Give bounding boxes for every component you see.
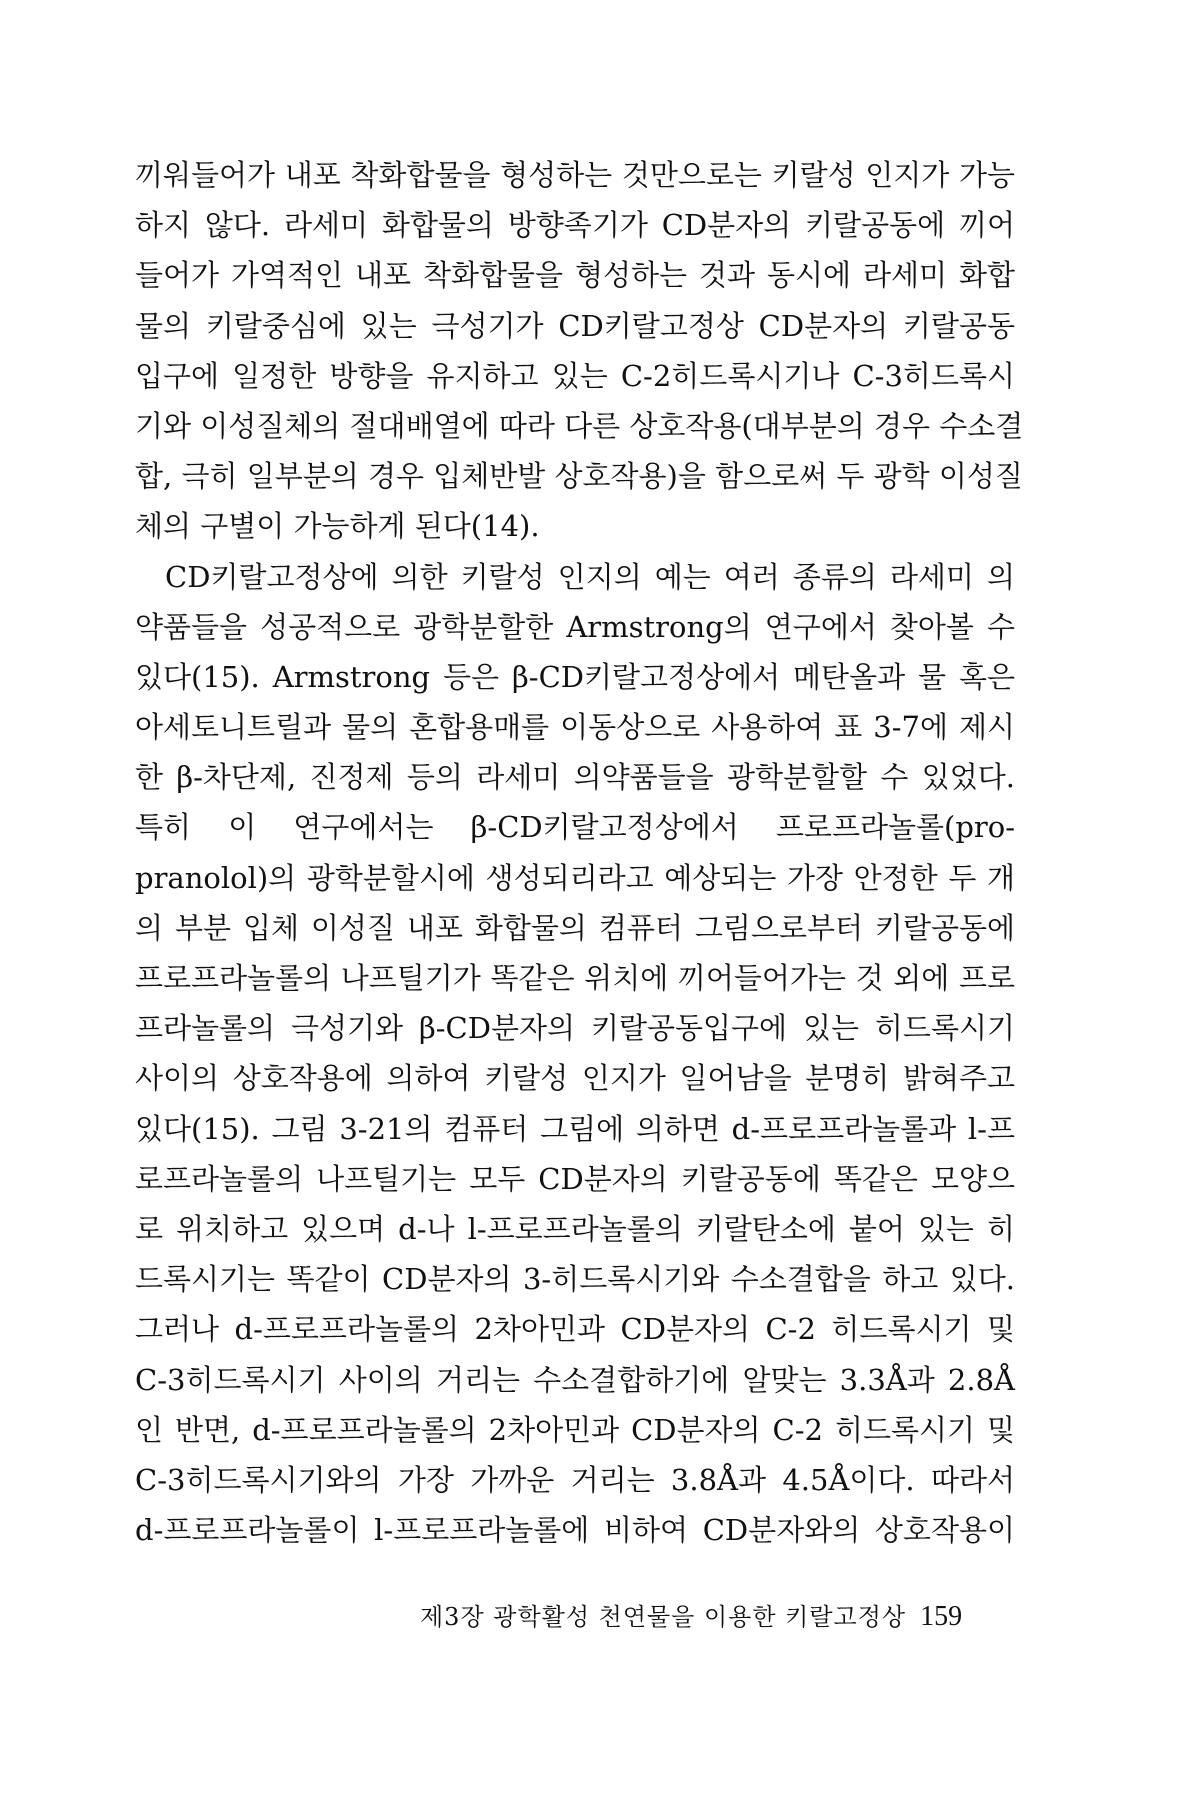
text-line: 한 β-차단제, 진정제 등의 라세미 의약품들을 광학분할할 수 있었다. [135,760,1015,795]
text-line: C-3히드록시기와의 가장 가까운 거리는 3.8Å과 4.5Å이다. 따라서 [135,1462,1015,1497]
text-line: 의 부분 입체 이성질 내포 화합물의 컴퓨터 그림으로부터 키랄공동에 [135,910,1015,945]
text-line: pranolol)의 광학분할시에 생성되리라고 예상되는 가장 안정한 두 개 [135,860,1015,895]
text-line: 있다(15). Armstrong 등은 β-CD키랄고정상에서 메탄올과 물 혹은 [135,659,1015,694]
text-line: 체의 구별이 가능하게 된다(14). [135,509,540,544]
text-line: 입구에 일정한 방향을 유지하고 있는 C-2히드록시기나 C-3히드록시 [135,358,1015,393]
text-line: 있다(15). 그림 3-21의 컴퓨터 그림에 의하면 d-프로프라놀롤과 l-프 [135,1111,1015,1146]
text-line: 프라놀롤의 극성기와 β-CD분자의 키랄공동입구에 있는 히드록시기 [135,1011,1015,1046]
running-footer-chapter-title: 제3장 광학활성 천연물을 이용한 키랄고정상 [420,1603,907,1631]
text-line: 합, 극히 일부분의 경우 입체반발 상호작용)을 함으로써 두 광학 이성질 [135,459,1023,494]
text-line: 그러나 d-프로프라놀롤의 2차아민과 CD분자의 C-2 히드록시기 및 [135,1312,1015,1347]
text-line: 기와 이성질체의 절대배열에 따라 다른 상호작용(대부분의 경우 수소결 [135,408,1024,443]
text-line: d-프로프라놀롤이 l-프로프라놀롤에 비하여 CD분자와의 상호작용이 [135,1513,1015,1548]
text-line: 사이의 상호작용에 의하여 키랄성 인지가 일어남을 분명히 밝혀주고 [135,1061,1015,1096]
text-line: 로프라놀롤의 나프틸기는 모두 CD분자의 키랄공동에 똑같은 모양으 [135,1161,1015,1196]
text-line: 아세토니트릴과 물의 혼합용매를 이동상으로 사용하여 표 3-7에 제시 [135,710,1015,745]
text-line: C-3히드록시기 사이의 거리는 수소결합하기에 알맞는 3.3Å과 2.8Å [135,1362,1015,1397]
text-line: 로 위치하고 있으며 d-나 l-프로프라놀롤의 키랄탄소에 붙어 있는 히 [135,1211,1015,1246]
text-line: 물의 키랄중심에 있는 극성기가 CD키랄고정상 CD분자의 키랄공동 [135,308,1015,343]
text-line: 끼워들어가 내포 착화합물을 형성하는 것만으로는 키랄성 인지가 가능 [135,158,1015,192]
text-line: 특히 이 연구에서는 β-CD키랄고정상에서 프로프라놀롤(pro- [135,810,1015,845]
page-number: 159 [920,1601,963,1632]
text-line: 프로프라놀롤의 나프틸기가 똑같은 위치에 끼어들어가는 것 외에 프로 [135,961,1015,995]
text-line: CD키랄고정상에 의한 키랄성 인지의 예는 여러 종류의 라세미 의 [165,559,1015,594]
text-line: 약품들을 성공적으로 광학분할한 Armstrong의 연구에서 찾아볼 수 [135,609,1015,644]
text-line: 하지 않다. 라세미 화합물의 방향족기가 CD분자의 키랄공동에 끼어 [135,208,1015,243]
text-line: 인 반면, d-프로프라놀롤의 2차아민과 CD분자의 C-2 히드록시기 및 [135,1412,1015,1447]
page-footer [420,1597,1020,1633]
text-line: 들어가 가역적인 내포 착화합물을 형성하는 것과 동시에 라세미 화합 [135,258,1015,293]
text-line: 드록시기는 똑같이 CD분자의 3-히드록시기와 수소결합을 하고 있다. [135,1262,1015,1297]
body-text [135,150,1024,1555]
